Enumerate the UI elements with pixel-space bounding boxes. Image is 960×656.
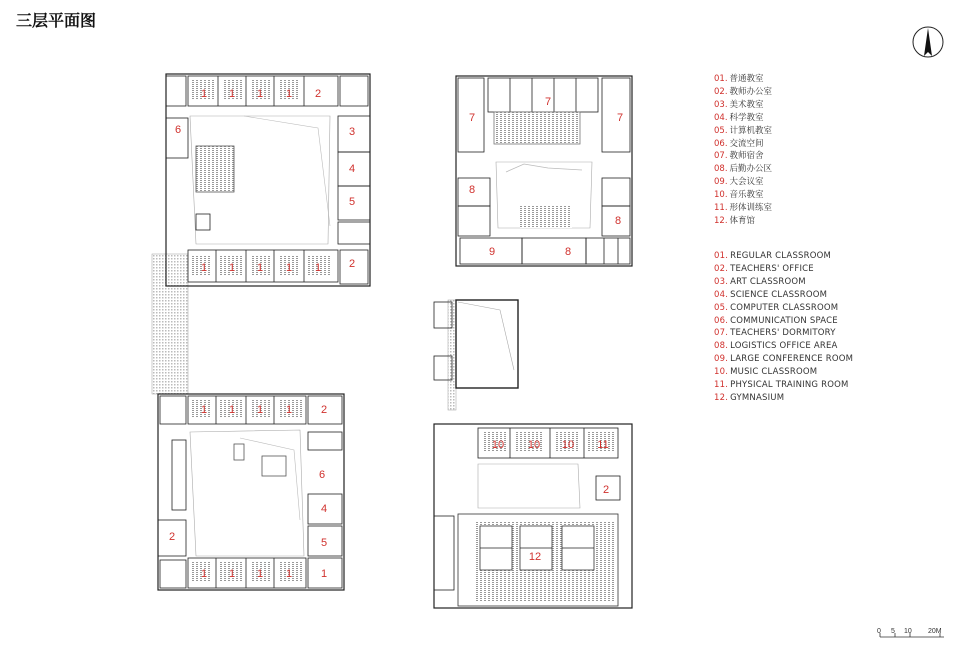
room-label: 1 [314,262,322,274]
legend-number: 08. [714,341,729,352]
room-label: 11 [597,439,609,451]
block-e [434,424,632,608]
room-label: 1 [285,88,293,100]
legend-label: COMPUTER CLASSROOM [730,302,839,313]
room-label: 5 [320,537,328,549]
room-label: 1 [285,404,293,416]
room-label: 1 [200,568,208,580]
scale-mark: 10 [904,628,912,635]
room-label: 2 [320,404,328,416]
legend-number: 01. [714,251,729,261]
room-label: 1 [228,404,236,416]
legend-label: 音乐教室 [729,190,764,201]
room-label: 1 [228,568,236,580]
legend-label: LARGE CONFERENCE ROOM [730,354,854,365]
scale-mark: 20M [928,628,942,635]
legend-number: 03. [714,276,729,287]
legend-number: 08. [714,164,728,175]
room-label: 4 [348,163,356,175]
room-label: 1 [228,88,236,100]
room-label: 4 [320,503,328,515]
room-label: 1 [200,262,208,274]
room-label: 8 [564,246,572,258]
room-label: 1 [256,262,264,274]
room-label: 5 [348,196,356,208]
legend-label: 美术教室 [729,99,764,110]
walkway-hatch [152,254,188,394]
room-label: 6 [174,124,182,136]
legend-number: 04. [714,289,729,300]
room-label: 12 [528,551,542,563]
room-label: 2 [168,531,176,543]
legend-number: 09. [714,354,729,365]
legend-number: 12. [714,215,728,226]
legend-number: 07. [714,151,728,162]
legend-label: LOGISTICS OFFICE AREA [730,341,838,352]
room-label: 2 [602,484,610,496]
legend-label: 体育馆 [729,215,756,226]
legend-label: 大会议室 [729,177,764,188]
legend-number: 02. [714,86,728,97]
legend-label: REGULAR CLASSROOM [730,251,832,261]
legend-label: 科学教室 [729,112,764,123]
block-b [158,394,344,590]
legend-number: 10. [714,190,728,201]
legend-number: 12. [714,392,729,403]
legend-number: 04. [714,112,728,123]
room-label: 1 [256,568,264,580]
legend-number: 06. [714,315,729,326]
north-arrow-icon [913,27,943,57]
room-label: 9 [488,246,496,258]
legend-number: 11. [714,380,729,391]
room-label: 8 [614,215,622,227]
room-label: 7 [616,112,624,124]
room-label: 10 [491,439,505,451]
legend-label: ART CLASSROOM [730,276,806,287]
legend-number: 09. [714,177,728,188]
room-label: 3 [348,126,356,138]
legend-label: 形体训练室 [729,203,773,214]
room-label: 2 [348,258,356,270]
legend-number: 11. [714,203,728,214]
room-label: 2 [314,88,322,100]
room-label: 1 [285,262,293,274]
legend-label: 普通教室 [729,74,764,84]
room-label: 1 [200,88,208,100]
legend-label: TEACHERS' DORMITORY [730,328,836,339]
scale-mark: 5 [891,628,895,635]
legend-label: GYMNASIUM [730,392,785,403]
legend-number: 10. [714,367,729,378]
room-label: 1 [256,88,264,100]
room-label: 7 [468,112,476,124]
legend-label: 教师办公室 [729,86,773,97]
legend-label: SCIENCE CLASSROOM [730,289,828,300]
legend-number: 05. [714,125,728,136]
block-d [434,300,518,388]
legend-label: 教师宿舍 [729,151,764,162]
scale-mark: 0 [877,628,881,635]
page-title: 三层平面图 [16,11,97,30]
room-label: 8 [468,184,476,196]
room-label: 10 [527,439,541,451]
legend-label: 计算机教室 [729,125,773,136]
room-label: 7 [544,96,552,108]
legend-number: 05. [714,302,729,313]
room-label: 1 [200,404,208,416]
legend-label: COMMUNICATION SPACE [730,315,838,326]
legend-label: 后勤办公区 [729,164,773,175]
legend-number: 01. [714,74,728,84]
legend-label: 交流空间 [729,138,764,149]
room-label: 10 [561,439,575,451]
room-label: 1 [228,262,236,274]
legend-number: 06. [714,138,728,149]
legend-label: TEACHERS' OFFICE [730,263,814,274]
legend-label: MUSIC CLASSROOM [730,367,818,378]
room-label: 1 [285,568,293,580]
legend-label: PHYSICAL TRAINING ROOM [730,380,849,391]
room-label: 1 [320,568,328,580]
legend-number: 07. [714,328,729,339]
block-a [166,74,370,286]
room-label: 1 [256,404,264,416]
room-label: 6 [318,469,326,481]
legend-number: 03. [714,99,728,110]
legend-number: 02. [714,263,729,274]
